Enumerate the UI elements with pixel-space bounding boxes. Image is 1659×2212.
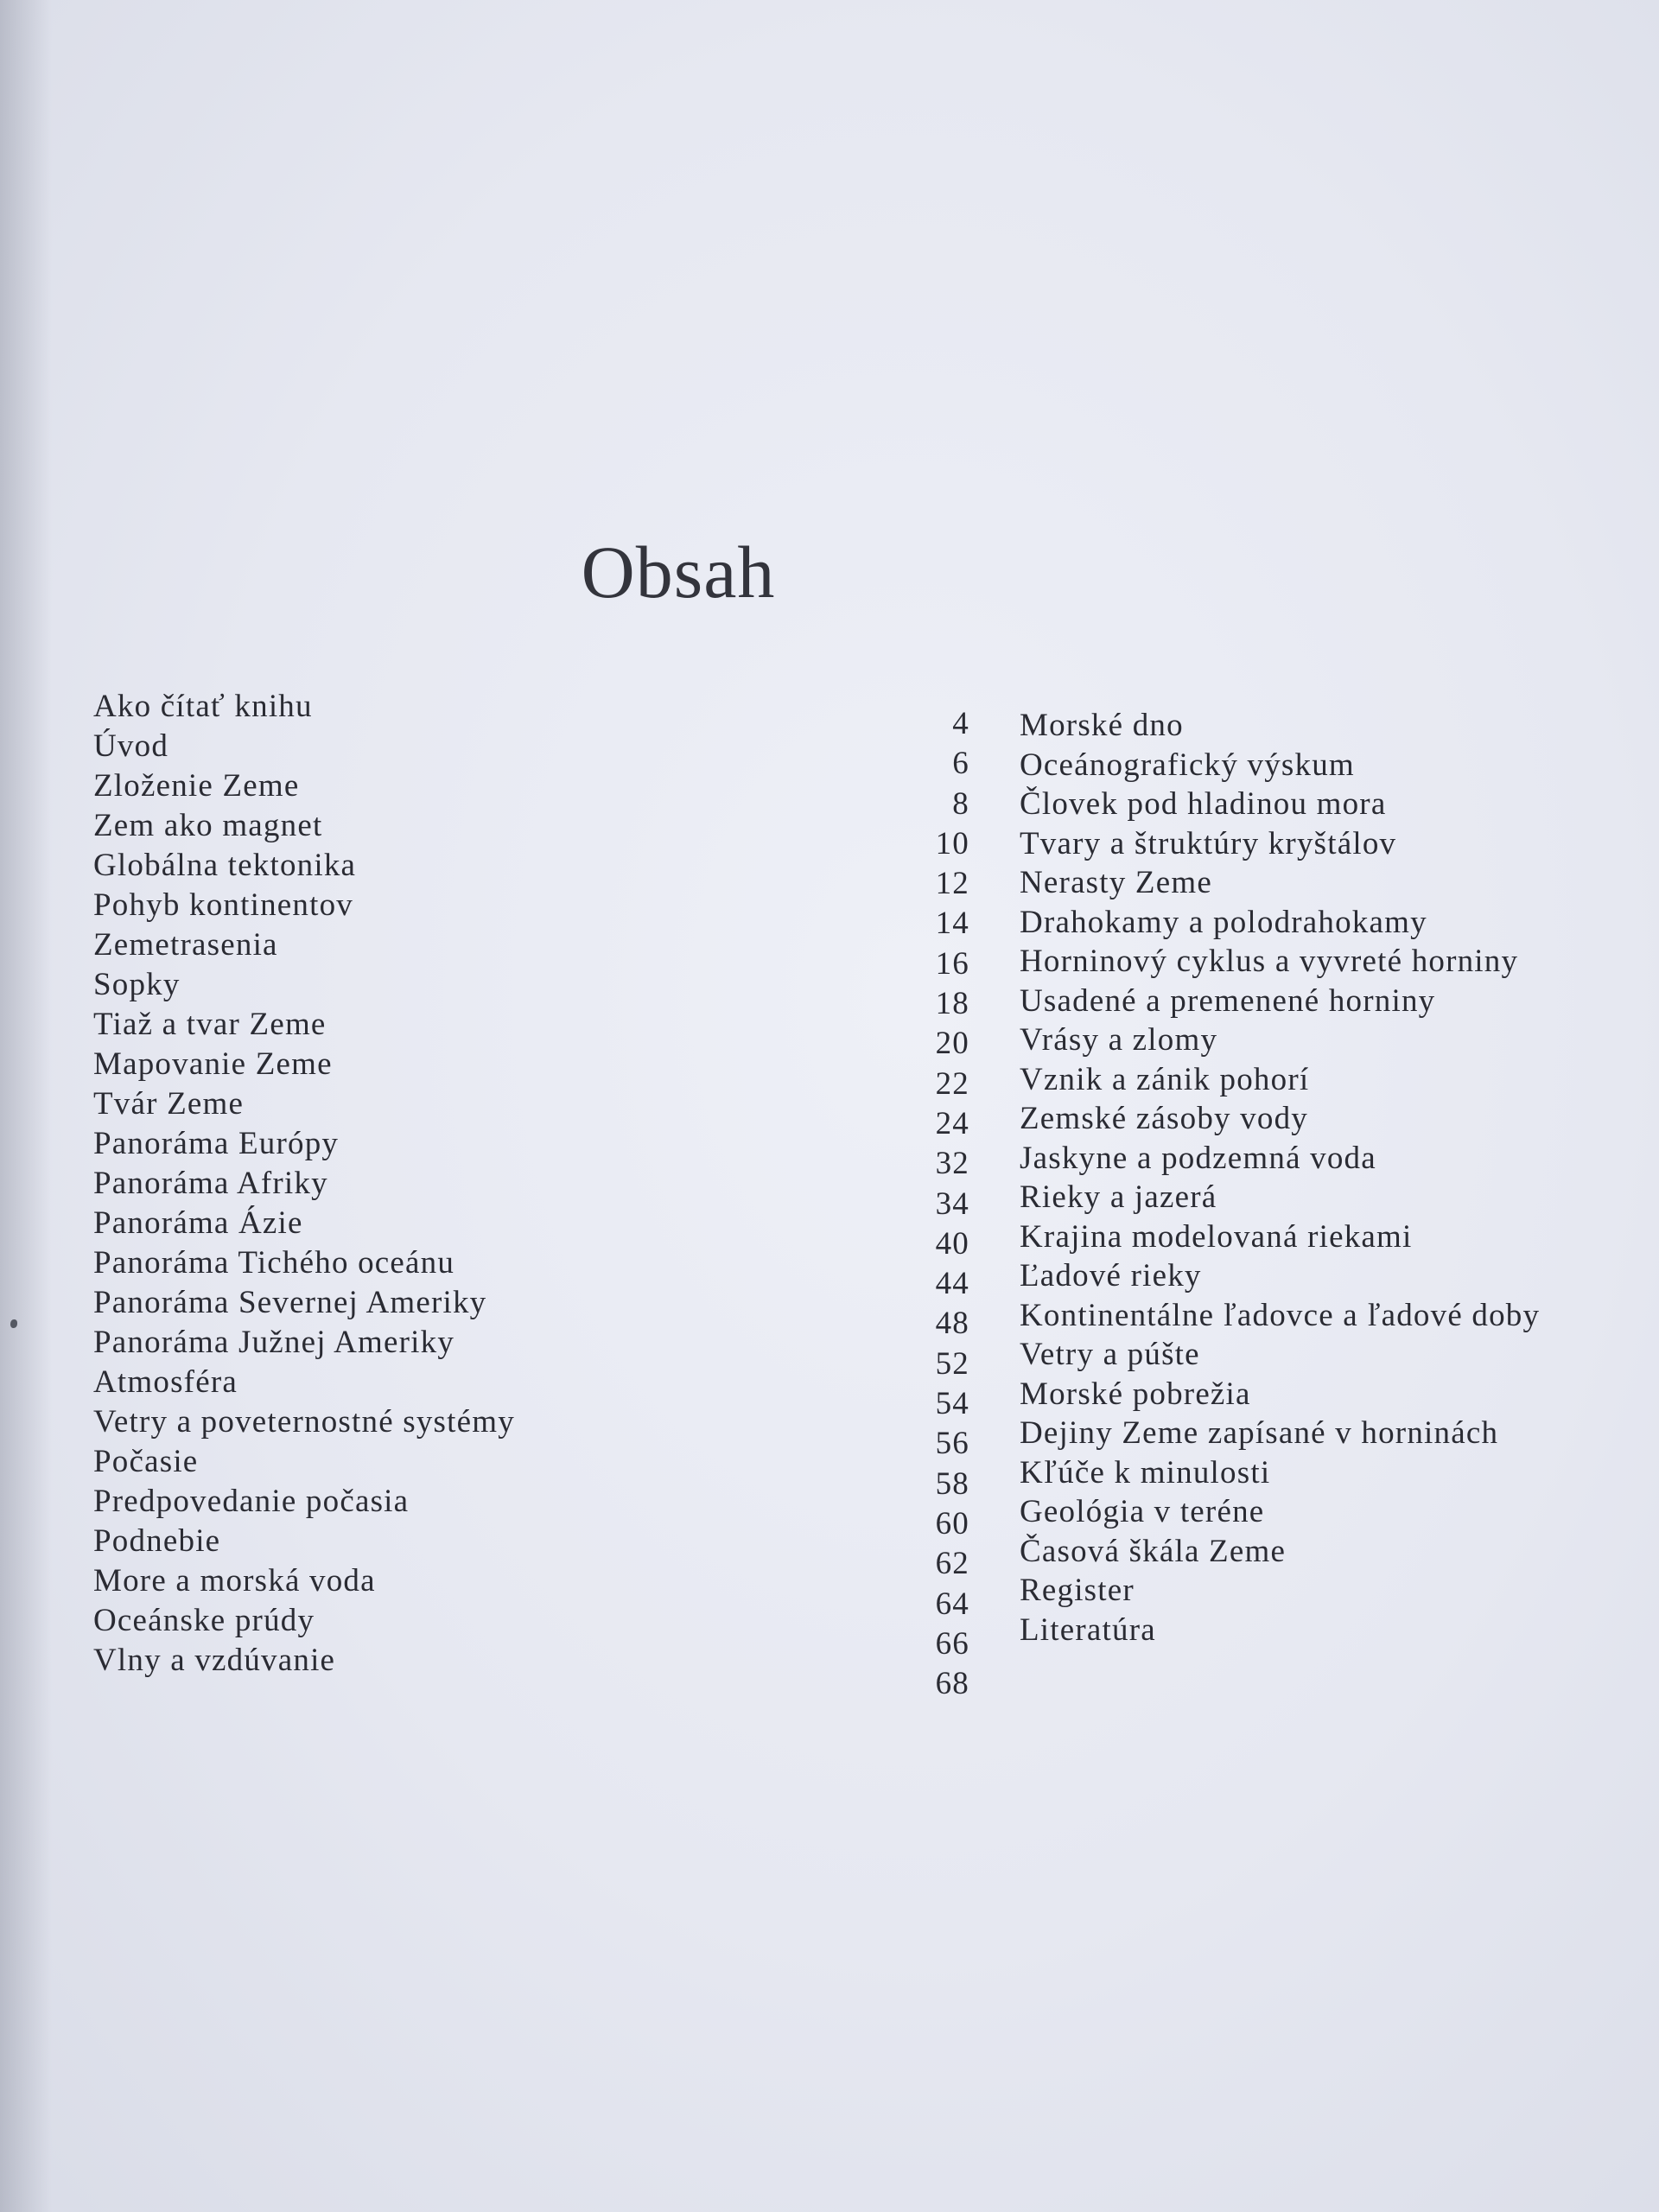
toc-entry-page: 18 [935,986,969,1022]
toc-entry-page: 20 [935,1026,969,1062]
toc-entry-page: 68 [935,1666,969,1702]
toc-left-labels [93,687,515,1681]
toc-entry-page: 54 [935,1386,969,1422]
toc-entry-label: Ľadové rieky [1020,1258,1202,1294]
toc-entry-page: 48 [935,1306,969,1342]
toc-entry-label: Podnebie [93,1523,221,1559]
toc-page-numbers [864,704,969,1704]
toc-entry-page: 14 [935,906,969,942]
toc-entry-label: Úvod [93,728,169,764]
toc-entry-label: Tvár Zeme [93,1086,245,1122]
toc-entry-label: More a morská voda [93,1563,376,1599]
toc-right-labels [1020,706,1540,1649]
toc-entry-label: Vrásy a zlomy [1020,1022,1218,1058]
toc-entry-label: Vetry a poveternostné systémy [93,1404,515,1440]
toc-entry-page: 24 [935,1105,969,1141]
toc-entry-page: 40 [935,1225,969,1262]
toc-entry-page: 52 [935,1345,969,1382]
toc-entry-page: 22 [935,1065,969,1102]
toc-entry-label: Mapovanie Zeme [93,1046,333,1082]
page-title: Obsah [581,531,776,613]
toc-entry-label: Dejiny Zeme zapísané v horninách [1020,1415,1499,1451]
toc-entry-label: Panoráma Tichého oceánu [93,1245,455,1281]
toc-entry-label: Kontinentálne ľadovce a ľadové doby [1020,1297,1541,1333]
toc-entry-page: 44 [935,1266,969,1302]
toc-entry-label: Rieky a jazerá [1020,1179,1217,1215]
toc-entry-label: Časová škála Zeme [1020,1533,1287,1569]
toc-entry-label: Morské dno [1020,708,1184,743]
toc-entry-page: 10 [935,825,969,861]
toc-entry-page: 64 [935,1586,969,1622]
toc-entry-page: 62 [935,1546,969,1582]
toc-entry-page: 32 [935,1146,969,1182]
toc-entry-label: Nerasty Zeme [1020,865,1212,900]
spine-shadow [0,0,52,2212]
toc-entry-label: Atmosféra [93,1364,238,1400]
toc-entry-label: Panoráma Európy [93,1126,340,1161]
toc-entry-label: Zloženie Zeme [93,768,300,804]
toc-entry-label: Panoráma Severnej Ameriky [93,1285,487,1320]
toc-entry-label: Počasie [93,1444,199,1479]
toc-entry-label: Človek pod hladinou mora [1020,786,1387,822]
toc-entry-label: Sopky [93,967,181,1002]
toc-entry-label: Geológia v teréne [1020,1494,1265,1529]
toc-entry-label: Oceánske prúdy [93,1603,315,1638]
toc-entry-label: Tiaž a tvar Zeme [93,1007,327,1042]
toc-entry-page: 16 [935,945,969,982]
toc-entry-page: 66 [935,1625,969,1662]
toc-entry-page: 34 [935,1185,969,1222]
ink-mark [10,1319,17,1328]
toc-entry-label: Panoráma Afriky [93,1166,328,1201]
toc-entry-label: Pohyb kontinentov [93,887,353,923]
toc-entry-label: Register [1020,1573,1135,1608]
toc-entry-label: Panoráma Ázie [93,1205,303,1241]
toc-entry-label: Panoráma Južnej Ameriky [93,1325,455,1360]
toc-entry-label: Zemské zásoby vody [1020,1101,1308,1136]
toc-entry-label: Usadené a premenené horniny [1020,982,1436,1019]
toc-entry-label: Horninový cyklus a vyvreté horniny [1020,944,1519,979]
toc-entry-label: Zem ako magnet [93,808,323,843]
toc-entry-page: 60 [935,1505,969,1541]
toc-entry-label: Krajina modelovaná riekami [1020,1218,1413,1255]
toc-entry-label: Tvary a štruktúry kryštálov [1020,825,1397,861]
toc-entry-page: 4 [952,706,969,741]
toc-entry-page: 58 [935,1465,969,1502]
toc-entry-page: 12 [935,866,969,902]
toc-entry-page: 56 [935,1426,969,1462]
toc-entry-label: Vlny a vzdúvanie [93,1643,336,1678]
toc-entry-label: Globálna tektonika [93,848,357,883]
toc-entry-label: Drahokamy a polodrahokamy [1020,904,1427,940]
toc-entry-label: Kľúče k minulosti [1020,1454,1271,1491]
toc-entry-page: 8 [952,785,969,822]
toc-entry-label: Literatúra [1020,1611,1156,1648]
toc-entry-page: 6 [952,746,969,782]
toc-entry-label: Vetry a púšte [1020,1337,1200,1372]
toc-entry-label: Ako čítať knihu [93,689,313,724]
toc-entry-label: Morské pobrežia [1020,1376,1251,1412]
toc-entry-label: Jaskyne a podzemná voda [1020,1140,1376,1176]
toc-entry-label: Vznik a zánik pohorí [1020,1061,1310,1097]
toc-entry-label: Zemetrasenia [93,927,278,963]
toc-entry-label: Predpovedanie počasia [93,1484,410,1519]
toc-entry-label: Oceánografický výskum [1020,747,1355,783]
